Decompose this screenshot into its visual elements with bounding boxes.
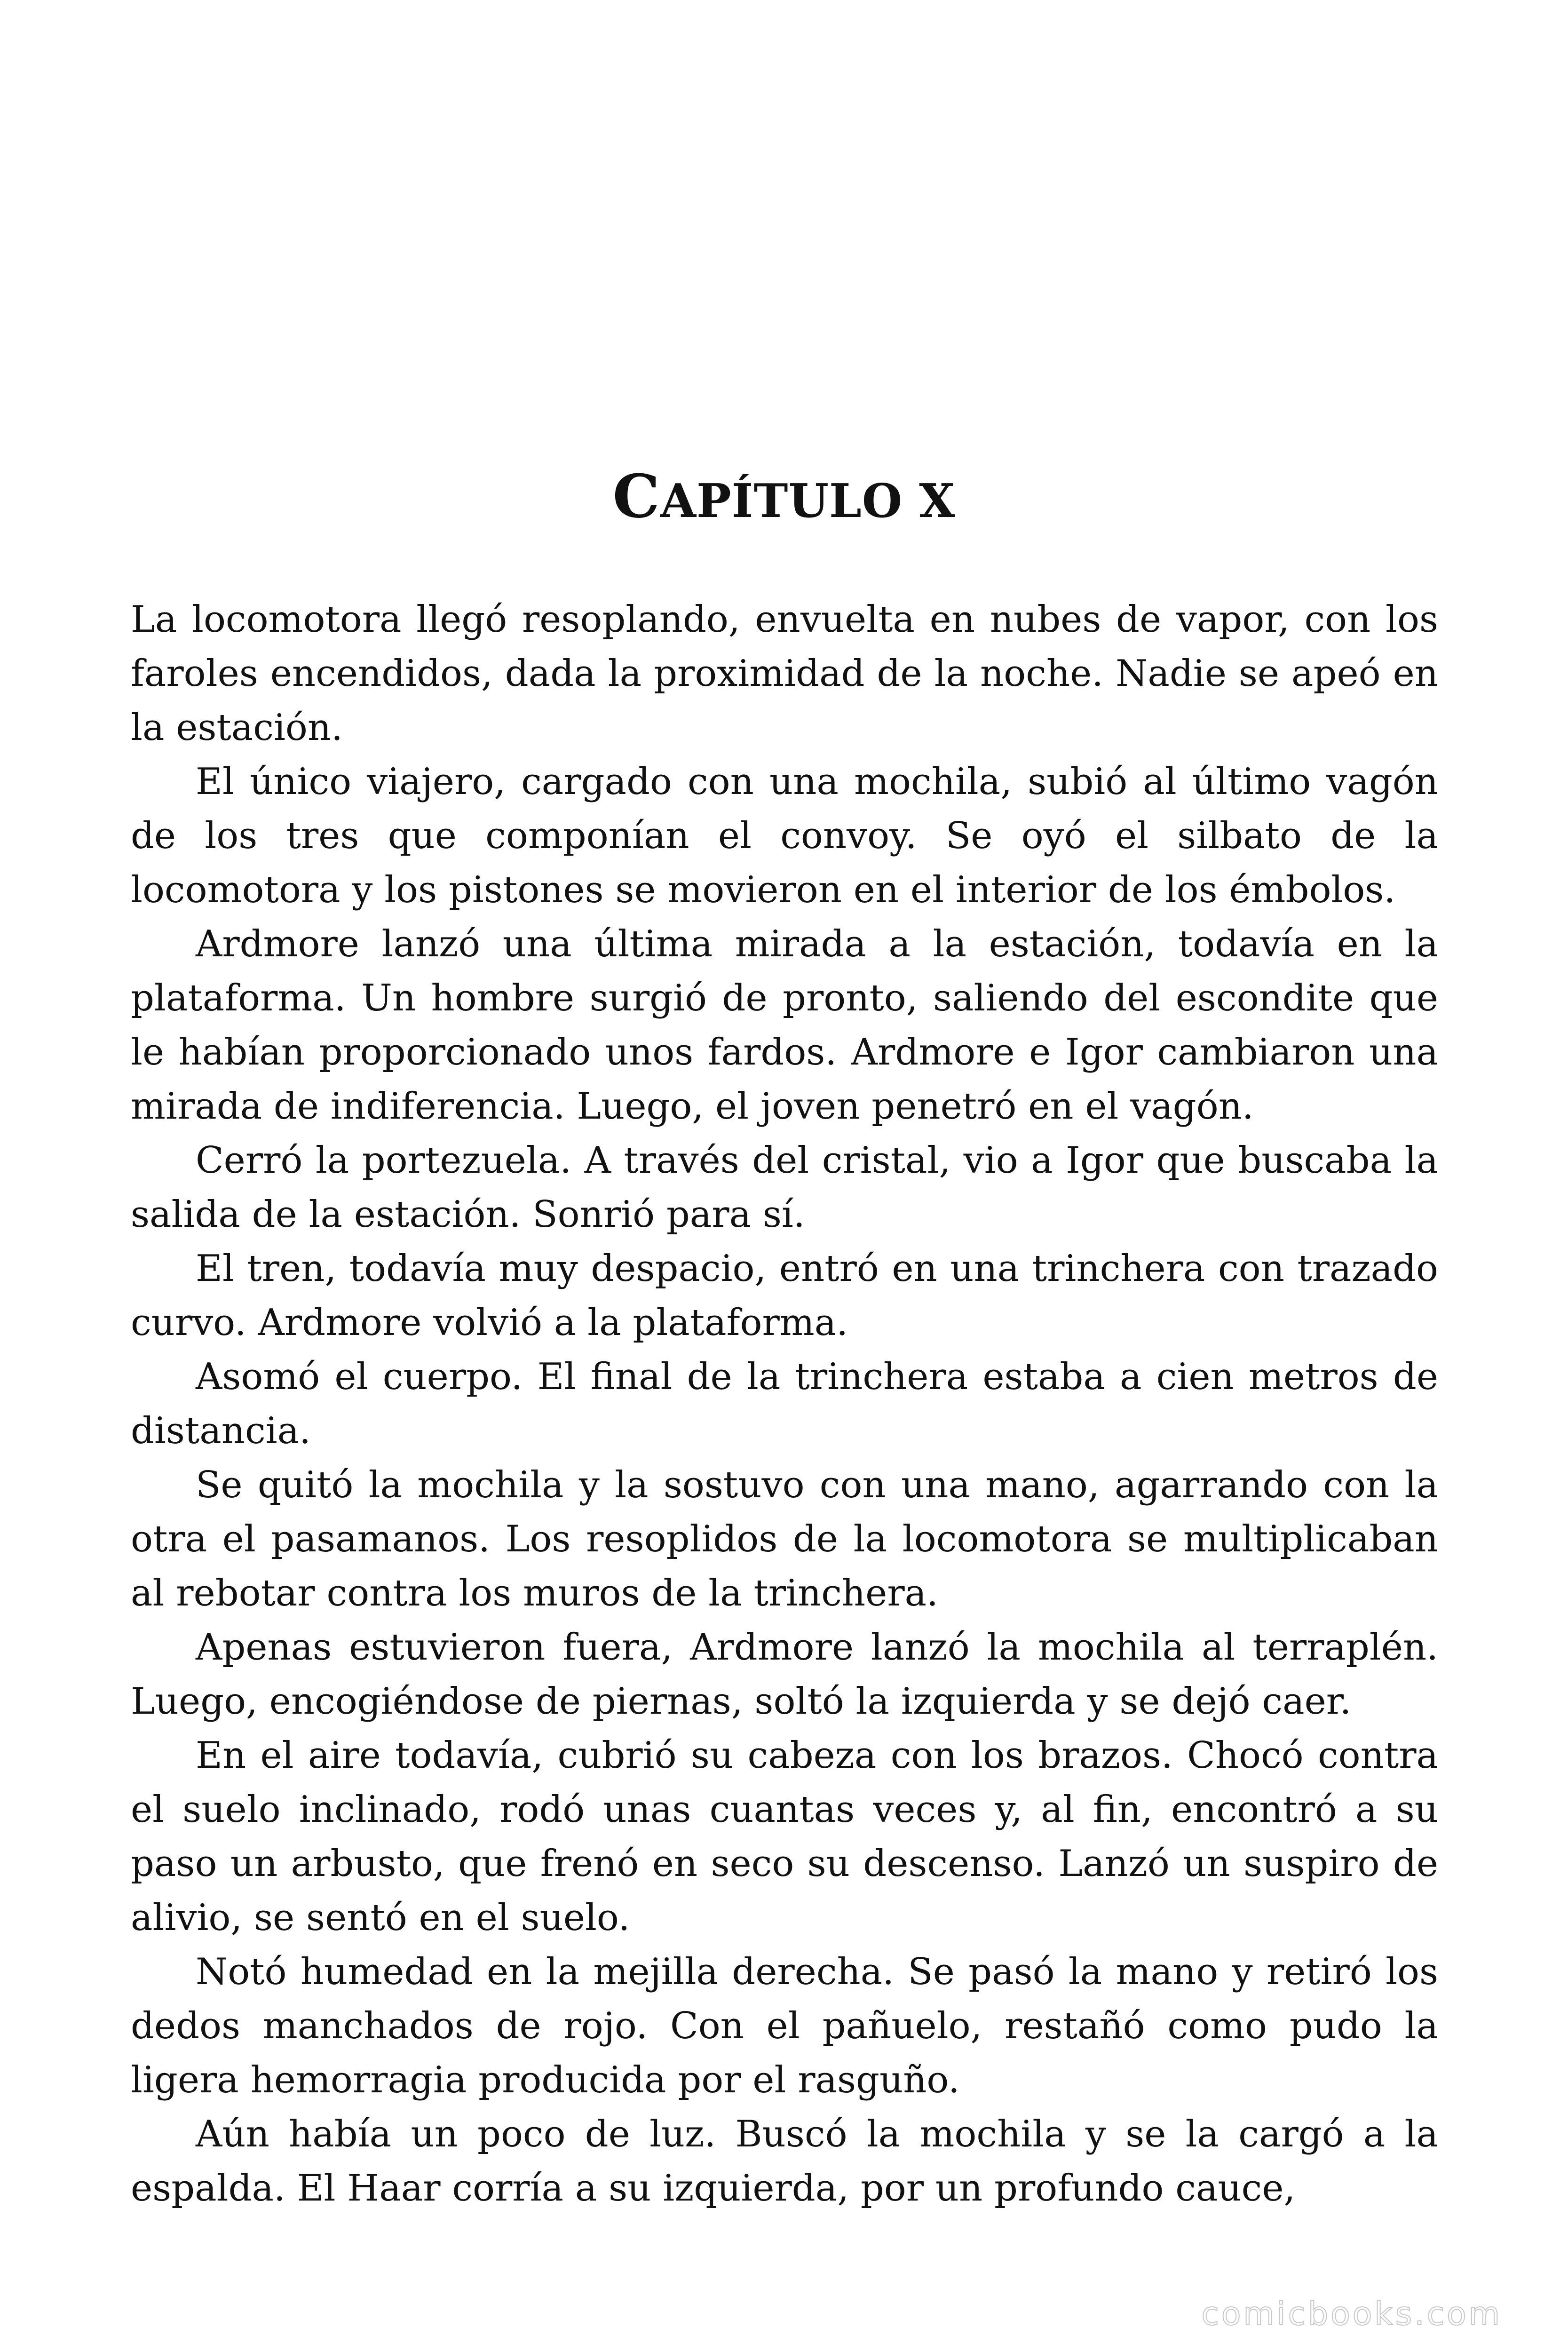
paragraph: Ardmore lanzó una última mirada a la estación, todavía en la plataforma. Un hombre surgió de pronto, saliendo del escondite que le habían proporcionado unos fardos. Ardmore e Igor cambiaron una mirada de indiferencia. Luego, el joven penetró en el vagón. — [131, 923, 1438, 1128]
paragraph: Se quitó la mochila y la sostuvo con una mano, agarrando con la otra el pasamanos. Los resoplidos de la locomotora se multiplicaban al rebotar contra los muros de la trinchera. — [131, 1464, 1438, 1614]
chapter-title-rest: APÍTULO X — [660, 474, 956, 528]
paragraph: Cerró la portezuela. A través del cristal, vio a Igor que buscaba la salida de la estación. Sonrió para sí. — [131, 1139, 1438, 1236]
chapter-title-initial: C — [612, 461, 660, 531]
paragraph: Asomó el cuerpo. El final de la trinchera estaba a cien metros de distancia. — [131, 1356, 1438, 1452]
watermark: comicbooks.com — [1201, 2296, 1502, 2333]
paragraph: El único viajero, cargado con una mochila, subió al último vagón de los tres que componían el convoy. Se oyó el silbato de la locomotora y los pistones se movieron en el interior de los émbolos. — [131, 761, 1438, 911]
paragraph: El tren, todavía muy despacio, entró en una trinchera con trazado curvo. Ardmore volvió a la plataforma. — [131, 1248, 1438, 1344]
chapter-body — [131, 593, 1438, 2216]
chapter-title — [0, 461, 1568, 537]
paragraph: Apenas estuvieron fuera, Ardmore lanzó la mochila al terraplén. Luego, encogiéndose de piernas, soltó la izquierda y se dejó caer. — [131, 1626, 1438, 1723]
paragraph: Aún había un poco de luz. Buscó la mochila y se la cargó a la espalda. El Haar corría a su izquierda, por un profundo cauce, — [131, 2113, 1438, 2209]
paragraph: La locomotora llegó resoplando, envuelta en nubes de vapor, con los faroles encendidos, dada la proximidad de la noche. Nadie se apeó en la estación. — [131, 598, 1438, 749]
paragraph: Notó humedad en la mejilla derecha. Se pasó la mano y retiró los dedos manchados de rojo. Con el pañuelo, restañó como pudo la ligera hemorragia producida por el rasguño. — [131, 1951, 1438, 2101]
paragraph: En el aire todavía, cubrió su cabeza con los brazos. Chocó contra el suelo inclinado, rodó unas cuantas veces y, al fin, encontró a su paso un arbusto, que frenó en seco su descenso. Lanzó un suspiro de alivio, se sentó en el suelo. — [131, 1734, 1438, 1939]
